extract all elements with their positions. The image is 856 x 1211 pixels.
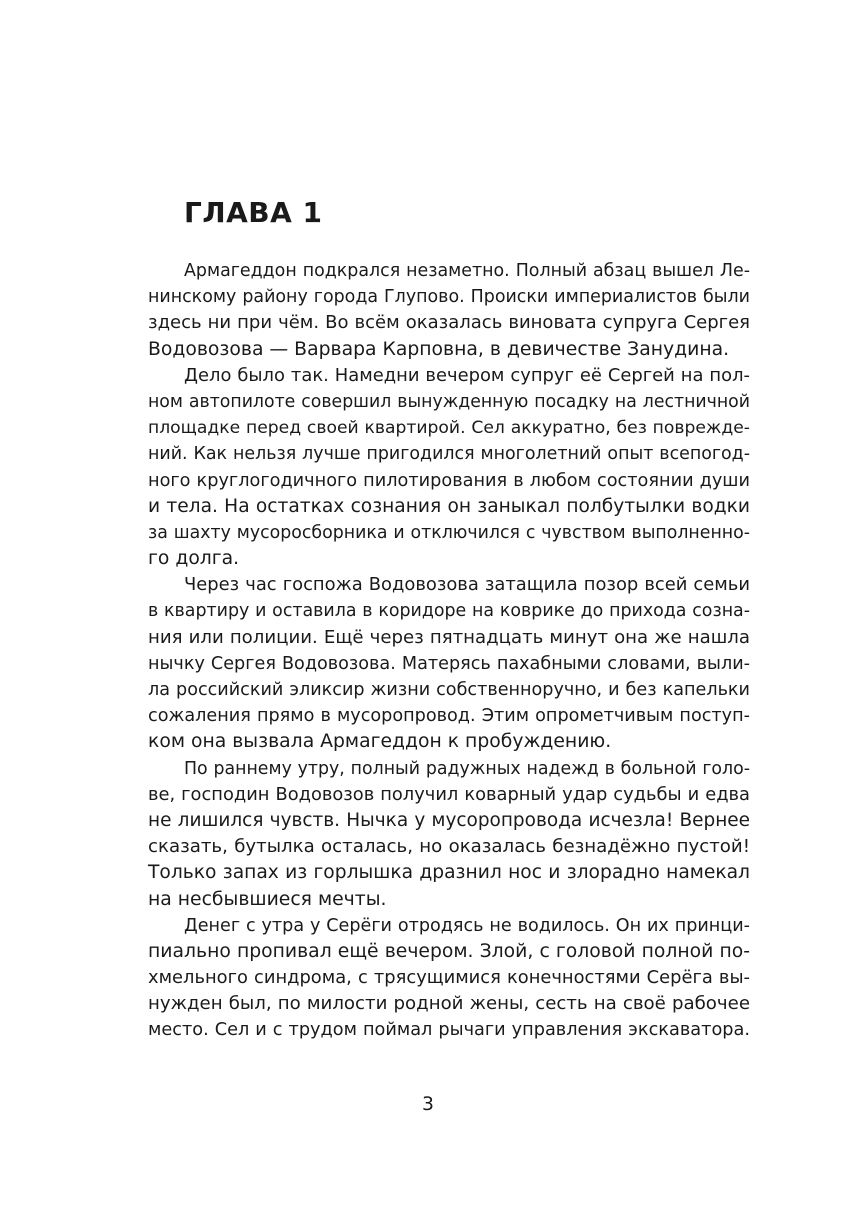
text-line: на несбывшиеся мечты. [148,888,387,910]
text-line: место. Сел и с трудом поймал рычаги управления экскаватора. [148,1020,750,1041]
text-line: в квартиру и оставила в коридоре на коврике до прихода созна- [148,601,750,622]
text-line: и тела. На остатках сознания он заныкал полбутылки водки [148,495,750,517]
text-line: нычку Сергея Водовозова. Матерясь пахабными словами, выли- [148,653,750,674]
text-line: ве, господин Водовозов получил коварный удар судьбы и едва [148,783,750,805]
chapter-body-text [148,258,750,1044]
text-line: Дело было так. Намедни вечером супруг её Сергей на пол- [184,364,750,386]
text-line: Армагеддон подкрался незаметно. Полный абзац вышел Ле- [184,261,750,281]
text-line: сожаления прямо в мусоропровод. Этим опрометчивым поступ- [148,706,750,727]
text-line: ном автопилоте совершил вынужденную посадку на лестничной [148,391,750,412]
text-line: ла российский эликсир жизни собственноручно, и без капельки [148,680,750,700]
text-line: нинскому району города Глупово. Происки империалистов были [148,287,750,308]
text-line: ного круглогодичного пилотирования в любом состоянии души [148,470,750,491]
text-line: хмельного синдрома, с трясущимися конечностями Серёга вы- [148,967,750,989]
text-line: не лишился чувств. Нычка у мусоропровода исчезла! Вернее [148,809,750,831]
text-line: Денег с утра у Серёги отродясь не водилось. Он их принци- [184,915,750,936]
text-line: Только запах из горлышка дразнил нос и злорадно намекал [148,862,750,884]
text-line: ний. Как нельзя лучше пригодился многолетний опыт всепогод- [148,444,750,465]
text-line: ния или полиции. Ещё через пятнадцать минут она же нашла [148,626,750,648]
text-line: го долга. [148,548,240,570]
chapter-title: ГЛАВА 1 [184,196,323,229]
text-line: Через час госпожа Водовозова затащила позор всей семьи [184,574,750,596]
text-line: По раннему утру, полный радужных надежд в больной голо- [184,758,750,779]
page-number: 3 [422,1094,434,1115]
text-line: за шахту мусоросборника и отключился с чувством выполненно- [148,522,750,543]
text-line: ком она вызвала Армагеддон к пробуждению. [148,731,612,753]
text-line: сказать, бутылка осталась, но оказалась безнадёжно пустой! [148,836,750,858]
text-line: нужден был, по милости родной жены, сесть на своё рабочее [148,993,750,1015]
text-line: здесь ни при чём. Во всём оказалась виновата супруга Сергея [148,312,750,334]
text-line: Водовозова — Варвара Карповна, в девичестве Занудина. [148,338,730,360]
text-line: площадке перед своей квартирой. Сел аккуратно, без поврежде- [148,418,750,439]
text-line: пиально пропивал ещё вечером. Злой, с головой полной по- [148,940,750,962]
